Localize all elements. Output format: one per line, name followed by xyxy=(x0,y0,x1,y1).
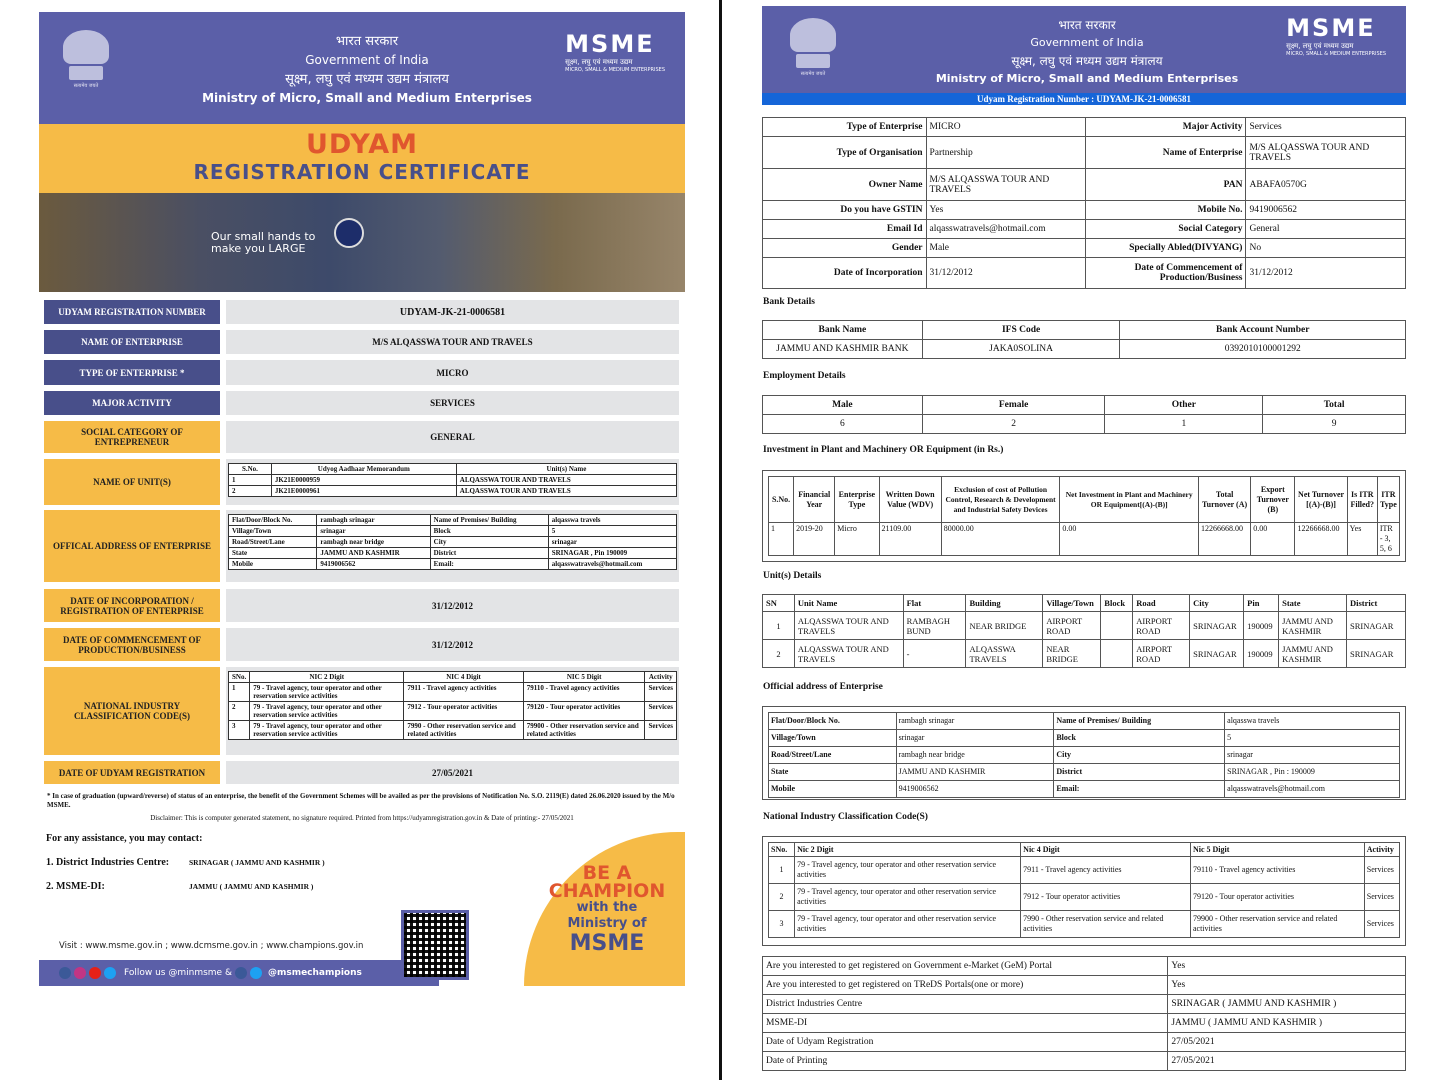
header-hindi-ministry: सूक्ष्म, लघु एवं मध्यम उद्यम मंत्रालय xyxy=(285,72,449,87)
cert-row-table: S.No. Udyog Aadhaar Memorandum Unit(s) Name 1 JK21E0000959 ALQASSWA TOUR AND TRAVELS 2 JK21E0000961 ALQASSWA TOUR AND TRAVELS xyxy=(226,459,679,505)
cert-row-table: SNo. NIC 2 Digit NIC 4 Digit NIC 5 Digit Activity 1 79 - Travel agency, tour operator and other reservation service activities 7911 - Travel agency activities 79110 - Travel agency activities Services 2 79 - Travel agency, tour operator and other reservation service activities 7912 - Tour operator activities 79120 - Tour operator activities Services 3 79 - Travel agency, tour operator and other reservation service activities 7990 - Other reservation service and related activities 79900 - Other reservation service and related activities Services xyxy=(226,667,679,755)
bank-table: Bank Name IFS Code Bank Account Number JAMMU AND KASHMIR BANK JAKA0SOLINA 0392010100001292 xyxy=(762,320,1406,359)
official-address-box: Flat/Door/Block No. rambagh srinagar Name of Premises/ Building alqasswa travels Village/Town srinagar Block 5 Road/Street/Lane rambagh near bridge City srinagar State JAMMU AND KASHMIR District SRINAGAR , Pin : 190009 Mobile 9419006562 Email: alqasswatravels@hotmail.com xyxy=(762,706,1406,800)
unit-detail-row: 2 ALQASSWA TOUR AND TRAVELS - ALQASSWA TRAVELS NEAR BRIDGE AIRPORT ROAD SRINAGAR 190009 JAMMU AND KASHMIR SRINAGAR xyxy=(763,640,1406,668)
address-row: Mobile 9419006562 Email: alqasswatravels@hotmail.com xyxy=(229,559,677,570)
cert-row-table xyxy=(226,510,679,582)
official-address-title: Official address of Enterprise xyxy=(763,682,883,692)
youtube-icon xyxy=(89,967,101,979)
footnote: * In case of graduation (upward/reverse) of status of an enterprise, the benefit of the Government Schemes will be availed as per the provisions of Notification No. S.O. 2119(E) dated 26.06.2020 issued by the M/o MSME. xyxy=(47,792,675,809)
cert-row-label: OFFICAL ADDRESS OF ENTERPRISE xyxy=(44,510,220,582)
certificate-header xyxy=(39,12,685,124)
cert-row-value: M/S ALQASSWA TOUR AND TRAVELS xyxy=(226,330,679,354)
assist-title: For any assistance, you may contact: xyxy=(46,833,203,844)
cert-row-label: NAME OF UNIT(S) xyxy=(44,459,220,505)
visit-links[interactable]: Visit : www.msme.gov.in ; www.dcmsme.gov.in ; www.champions.gov.in xyxy=(59,941,364,951)
twitter-icon xyxy=(104,967,116,979)
cert-row-value: 27/05/2021 xyxy=(226,761,679,784)
nic-box: SNo. Nic 2 Digit Nic 4 Digit Nic 5 Digit Activity 1 79 - Travel agency, tour operator and other reservation service activities 7911 - Travel agency activities 79110 - Travel agency activities Services 2 79 - Travel agency, tour operator and other reservation service activities 7912 - Tour operator activities 79120 - Tour operator activities Services 3 79 - Travel agency, tour operator and other reservation service activities 7990 - Other reservation service and related activities 79900 - Other reservation service and related activities Services xyxy=(762,836,1406,946)
twitter-icon-2 xyxy=(250,967,262,979)
nic-row: 3 79 - Travel agency, tour operator and other reservation service activities 7990 - Other reservation service and related activities 79900 - Other reservation service and related activities Services xyxy=(229,721,677,740)
msme-logo-2: MSME सूक्ष्म, लघु एवं मध्यम उद्यम MICRO, SMALL & MEDIUM ENTERPRISES xyxy=(1286,14,1386,57)
header-ministry: Ministry of Micro, Small and Medium Enterprises xyxy=(202,91,532,105)
registration-number-bar: Udyam Registration Number : UDYAM-JK-21-0006581 xyxy=(762,93,1406,105)
cert-row xyxy=(44,391,679,415)
disclaimer: Disclaimer: This is computer generated statement, no signature required. Printed from https://udyamregistration.gov.in & Date of printing:- 27/05/2021 xyxy=(150,814,574,822)
cert-row xyxy=(44,330,679,354)
address-row: Village/Town srinagar Block 5 xyxy=(229,526,677,537)
details-header xyxy=(762,6,1406,93)
cert-row-label: SOCIAL CATEGORY OF ENTREPRENEUR xyxy=(44,421,220,453)
final-info-table: Are you interested to get registered on Government e-Market (GeM) Portal Yes Are you interested to get registered on TReDS Portals(one or more) Yes District Industries Centre SRINAGAR ( JAMMU AND KASHMIR ) MSME-DI JAMMU ( JAMMU AND KASHMIR ) Date of Udyam Registration 27/05/2021 Date of Printing 27/05/2021 xyxy=(762,956,1406,1071)
cert-row-label: DATE OF INCORPORATION / REGISTRATION OF ENTERPRISE xyxy=(44,589,220,622)
cert-row-value: GENERAL xyxy=(226,421,679,453)
national-emblem: सत्यमेव जयते xyxy=(63,28,109,94)
nic-row: 1 79 - Travel agency, tour operator and other reservation service activities 7911 - Travel agency activities 79110 - Travel agency activities Services xyxy=(229,683,677,702)
nic-detail-row: 1 79 - Travel agency, tour operator and other reservation service activities 7911 - Travel agency activities 79110 - Travel agency activities Services xyxy=(769,857,1400,884)
cert-row-label: NATIONAL INDUSTRY CLASSIFICATION CODE(S) xyxy=(44,667,220,755)
investment-box: S.No. Financial Year Enterprise Type Written Down Value (WDV) Exclusion of cost of Pollution Control, Research & Development and Industrial Safety Devices Net Investment in Plant and Machinery OR Equipment[(A)-(B)] Total Turnover (A) Export Turnover (B) Net Turnover [(A)-(B)] Is ITR Filled? ITR Type 1 2019-20 Micro 21109.00 80000.00 0.00 12266668.00 0.00 12266668.00 Yes ITR - 3, 5, 6 xyxy=(762,470,1406,562)
unit-row: 2 JK21E0000961 ALQASSWA TOUR AND TRAVELS xyxy=(229,486,677,497)
cert-row xyxy=(44,421,679,453)
cert-row-value: MICRO xyxy=(226,360,679,385)
udyam-certificate xyxy=(39,12,685,986)
cert-row-label: NAME OF ENTERPRISE xyxy=(44,330,220,354)
cert-row-label: DATE OF COMMENCEMENT OF PRODUCTION/BUSINESS xyxy=(44,628,220,661)
cert-row-label: UDYAM REGISTRATION NUMBER xyxy=(44,300,220,324)
title-registration-certificate: REGISTRATION CERTIFICATE xyxy=(193,160,531,184)
header-hindi-gov: भारत सरकार xyxy=(335,34,399,49)
nic-detail-row: 3 79 - Travel agency, tour operator and other reservation service activities 7990 - Other reservation service and related activities 79900 - Other reservation service and related activities Services xyxy=(769,911,1400,938)
page-divider xyxy=(719,0,722,1080)
r-header-hindi-gov: भारत सरकार xyxy=(1058,18,1116,32)
facebook-icon xyxy=(59,967,71,979)
cert-row-label: TYPE OF ENTERPRISE * xyxy=(44,360,220,385)
employment-title: Employment Details xyxy=(763,371,846,381)
registration-details xyxy=(762,6,1406,1074)
cert-row xyxy=(44,589,679,622)
dic-label: 1. District Industries Centre: xyxy=(46,857,170,868)
msme-logo: MSME सूक्ष्म, लघु एवं मध्यम उद्यम MICRO, SMALL & MEDIUM ENTERPRISES xyxy=(565,30,665,73)
msme-di-label: 2. MSME-DI: xyxy=(46,881,105,892)
r-header-gov: Government of India xyxy=(1030,36,1144,49)
nic-row: 2 79 - Travel agency, tour operator and other reservation service activities 7912 - Tour operator activities 79120 - Tour operator activities Services xyxy=(229,702,677,721)
investment-title: Investment in Plant and Machinery OR Equipment (in Rs.) xyxy=(763,445,1004,455)
banner-image xyxy=(39,193,685,292)
address-row: Flat/Door/Block No. rambagh srinagar Name of Premises/ Building alqasswa travels xyxy=(229,515,677,526)
cert-row xyxy=(44,300,679,324)
instagram-icon xyxy=(74,967,86,979)
champion-text: BE A CHAMPION with the Ministry of MSME xyxy=(548,862,666,956)
banner-tagline: Our small hands to make you LARGE xyxy=(211,230,316,255)
address-row: State JAMMU AND KASHMIR District SRINAGAR , Pin 190009 xyxy=(229,548,677,559)
r-header-ministry: Ministry of Micro, Small and Medium Enterprises xyxy=(935,72,1239,85)
header-gov: Government of India xyxy=(305,53,429,67)
unit-row: 1 JK21E0000959 ALQASSWA TOUR AND TRAVELS xyxy=(229,475,677,486)
units-title: Unit(s) Details xyxy=(763,571,822,581)
r-header-hindi-ministry: सूक्ष्म, लघु एवं मध्यम उद्यम मंत्रालय xyxy=(1011,54,1163,68)
address-row: Road/Street/Lane rambagh near bridge City srinagar xyxy=(229,537,677,548)
title-udyam: UDYAM xyxy=(305,129,419,160)
qr-code xyxy=(401,910,469,980)
msme-di-value: JAMMU ( JAMMU AND KASHMIR ) xyxy=(189,882,314,891)
cert-row xyxy=(44,628,679,661)
unit-detail-row: 1 ALQASSWA TOUR AND TRAVELS RAMBAGH BUND NEAR BRIDGE AIRPORT ROAD AIRPORT ROAD SRINAGAR 190009 JAMMU AND KASHMIR SRINAGAR xyxy=(763,612,1406,640)
chakra-icon xyxy=(334,218,364,248)
national-emblem-2: सत्यमेव जयते xyxy=(790,16,836,82)
cert-row xyxy=(44,360,679,385)
cert-row xyxy=(44,667,679,755)
cert-row-value: 31/12/2012 xyxy=(226,589,679,622)
cert-row-value: SERVICES xyxy=(226,391,679,415)
nic-title: National Industry Classification Code(S) xyxy=(763,812,928,822)
units-table: SN Unit Name Flat Building Village/Town Block Road City Pin State District 1 ALQASSWA TOUR AND TRAVELS RAMBAGH BUND NEAR BRIDGE AIRPORT ROAD AIRPORT ROAD SRINAGAR 190009 JAMMU AND KASHMIR SRINAGAR 2 ALQASSWA TOUR AND TRAVELS - ALQASSWA TRAVELS NEAR BRIDGE AIRPORT ROAD SRINAGAR 190009 JAMMU AND KASHMIR SRINAGAR xyxy=(762,594,1406,668)
employment-table: Male Female Other Total 6 2 1 9 xyxy=(762,395,1406,434)
cert-row-value: UDYAM-JK-21-0006581 xyxy=(226,300,679,324)
cert-row xyxy=(44,761,679,784)
bank-title: Bank Details xyxy=(763,297,815,307)
cert-row-value: 31/12/2012 xyxy=(226,628,679,661)
cert-row-label: DATE OF UDYAM REGISTRATION xyxy=(44,761,220,784)
cert-row xyxy=(44,459,679,505)
certificate-title-band xyxy=(39,124,685,193)
facebook-icon-2 xyxy=(235,967,247,979)
dic-value: SRINAGAR ( JAMMU AND KASHMIR ) xyxy=(189,858,325,867)
nic-detail-row: 2 79 - Travel agency, tour operator and other reservation service activities 7912 - Tour operator activities 79120 - Tour operator activities Services xyxy=(769,884,1400,911)
social-bar: Follow us @minmsme & @msmechampions xyxy=(39,960,439,986)
cert-row xyxy=(44,510,679,582)
enterprise-info-table: Type of Enterprise MICRO Major Activity Services Type of Organisation Partnership Name of Enterprise M/S ALQASSWA TOUR AND TRAVELS Owner Name M/S ALQASSWA TOUR AND TRAVELS PAN ABAFA0570G Do you have GSTIN Yes Mobile No. 9419006562 Email Id alqasswatravels@hotmail.com Social Category General Gender Male Specially Abled(DIVYANG) No Date of Incorporation 31/12/2012 Date of Commencement of Production/Business 31/12/2012 xyxy=(762,117,1406,289)
cert-row-label: MAJOR ACTIVITY xyxy=(44,391,220,415)
